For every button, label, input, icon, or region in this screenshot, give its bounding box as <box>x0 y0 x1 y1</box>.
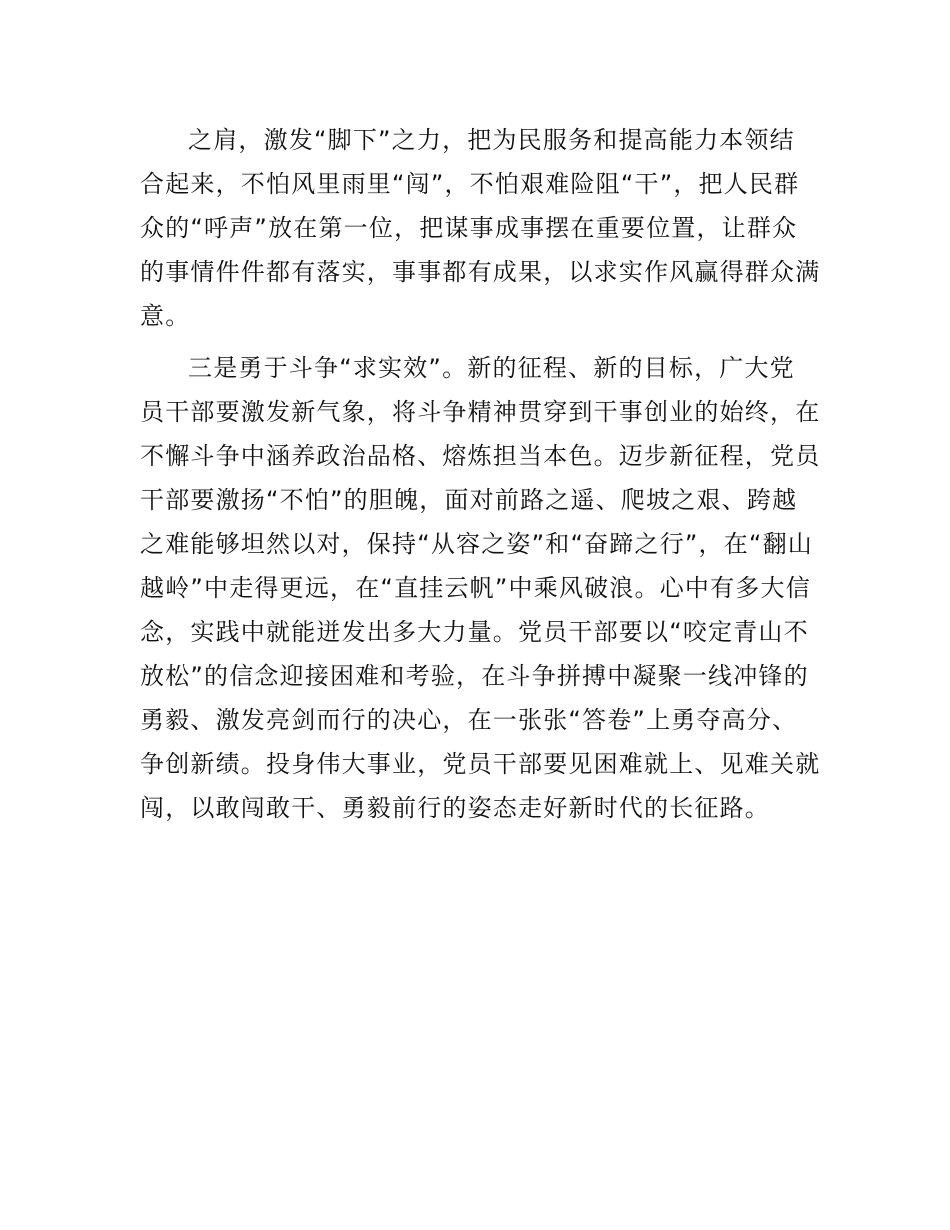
text-line: 合起来，不怕风里雨里“闯”，不怕艰难险阻“干”，把人民群 <box>140 170 800 198</box>
text-line: 的事情件件都有落实，事事都有成果，以求实作风赢得群众满 <box>140 258 821 286</box>
text-line: 勇毅、激发亮剑而行的决心，在一张张“答卷”上勇夺高分、 <box>140 706 798 734</box>
text-line: 之肩，激发“脚下”之力，把为民服务和提高能力本领结 <box>188 126 795 154</box>
text-line: 闯，以敢闯敢干、勇毅前行的姿态走好新时代的长征路。 <box>140 794 770 822</box>
text-line: 念，实践中就能迸发出多大力量。党员干部要以“咬定青山不 <box>140 618 809 646</box>
text-line: 意。 <box>140 302 191 330</box>
text-line: 争创新绩。投身伟大事业，党员干部要见困难就上、见难关就 <box>140 750 821 778</box>
text-line: 众的“呼声”放在第一位，把谋事成事摆在重要位置，让群众 <box>140 214 798 242</box>
document-page <box>140 118 821 830</box>
text-line: 干部要激扬“不怕”的胆魄，面对前路之遥、爬坡之艰、跨越 <box>140 486 798 514</box>
text-line: 不懈斗争中涵养政治品格、熔炼担当本色。迈步新征程，党员 <box>140 442 821 470</box>
text-line: 放松”的信念迎接困难和考验，在斗争拼搏中凝聚一线冲锋的 <box>140 662 809 690</box>
text-line: 三是勇于斗争“求实效”。新的征程、新的目标，广大党 <box>188 354 795 382</box>
text-line: 之难能够坦然以对，保持“从容之姿”和“奋蹄之行”，在“翻山 <box>140 530 813 558</box>
text-line: 员干部要激发新气象，将斗争精神贯穿到干事创业的始终，在 <box>140 398 821 426</box>
paragraph-2 <box>140 346 821 830</box>
paragraph-1 <box>140 118 821 338</box>
text-line: 越岭”中走得更远，在“直挂云帆”中乘风破浪。心中有多大信 <box>140 574 811 602</box>
